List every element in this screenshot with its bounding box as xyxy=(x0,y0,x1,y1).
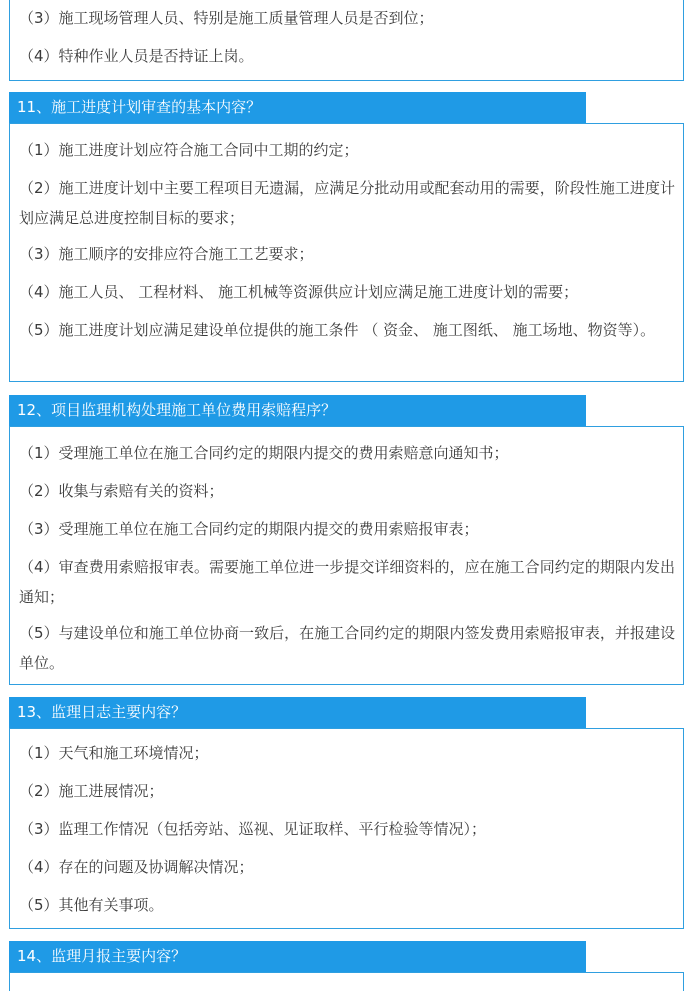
list-item: （4）存在的问题及协调解决情况； xyxy=(19,858,254,876)
list-item: （3）施工现场管理人员、特别是施工质量管理人员是否到位； xyxy=(19,9,434,27)
list-item: （4）施工人员、 工程材料、 施工机械等资源供应计划应满足施工进度计划的需要； xyxy=(19,283,579,301)
list-item: （2）施工进度计划中主要工程项目无遗漏，应满足分批动用或配套动用的需要，阶段性施工进度计划应满足总进度控制目标的要求； xyxy=(19,179,675,227)
list-item: （1）受理施工单位在施工合同约定的期限内提交的费用索赔意向通知书； xyxy=(19,444,509,462)
list-item: （4）特种作业人员是否持证上岗。 xyxy=(19,47,254,65)
section-box-10-tail xyxy=(9,0,684,81)
list-item: （2）收集与索赔有关的资料； xyxy=(19,482,224,500)
section-box-12 xyxy=(9,426,684,685)
list-item: （4）审查费用索赔报审表。需要施工单位进一步提交详细资料的，应在施工合同约定的期限内发出通知； xyxy=(19,558,675,606)
list-item: （5）与建设单位和施工单位协商一致后，在施工合同约定的期限内签发费用索赔报审表，并报建设单位。 xyxy=(19,624,675,672)
list-item: （3）监理工作情况（包括旁站、巡视、见证取样、平行检验等情况）； xyxy=(19,820,487,838)
section-heading-13: 13、监理日志主要内容？ xyxy=(9,697,586,728)
section-box-14 xyxy=(9,972,684,991)
list-item: （1）天气和施工环境情况； xyxy=(19,744,209,762)
section-box-13 xyxy=(9,728,684,929)
list-item: （2）施工进展情况； xyxy=(19,782,164,800)
section-heading-11: 11、施工进度计划审查的基本内容？ xyxy=(9,92,586,123)
section-box-11 xyxy=(9,123,684,382)
list-item: （1）施工进度计划应符合施工合同中工期的约定； xyxy=(19,141,359,159)
list-item: （5）其他有关事项。 xyxy=(19,896,164,914)
section-heading-12: 12、项目监理机构处理施工单位费用索赔程序？ xyxy=(9,395,586,426)
list-item: （5）施工进度计划应满足建设单位提供的施工条件 （ 资金、 施工图纸、 施工场地、物资等）。 xyxy=(19,321,656,339)
list-item: （3）施工顺序的安排应符合施工工艺要求； xyxy=(19,245,314,263)
section-heading-14: 14、监理月报主要内容？ xyxy=(9,941,586,972)
list-item: （3）受理施工单位在施工合同约定的期限内提交的费用索赔报审表； xyxy=(19,520,479,538)
